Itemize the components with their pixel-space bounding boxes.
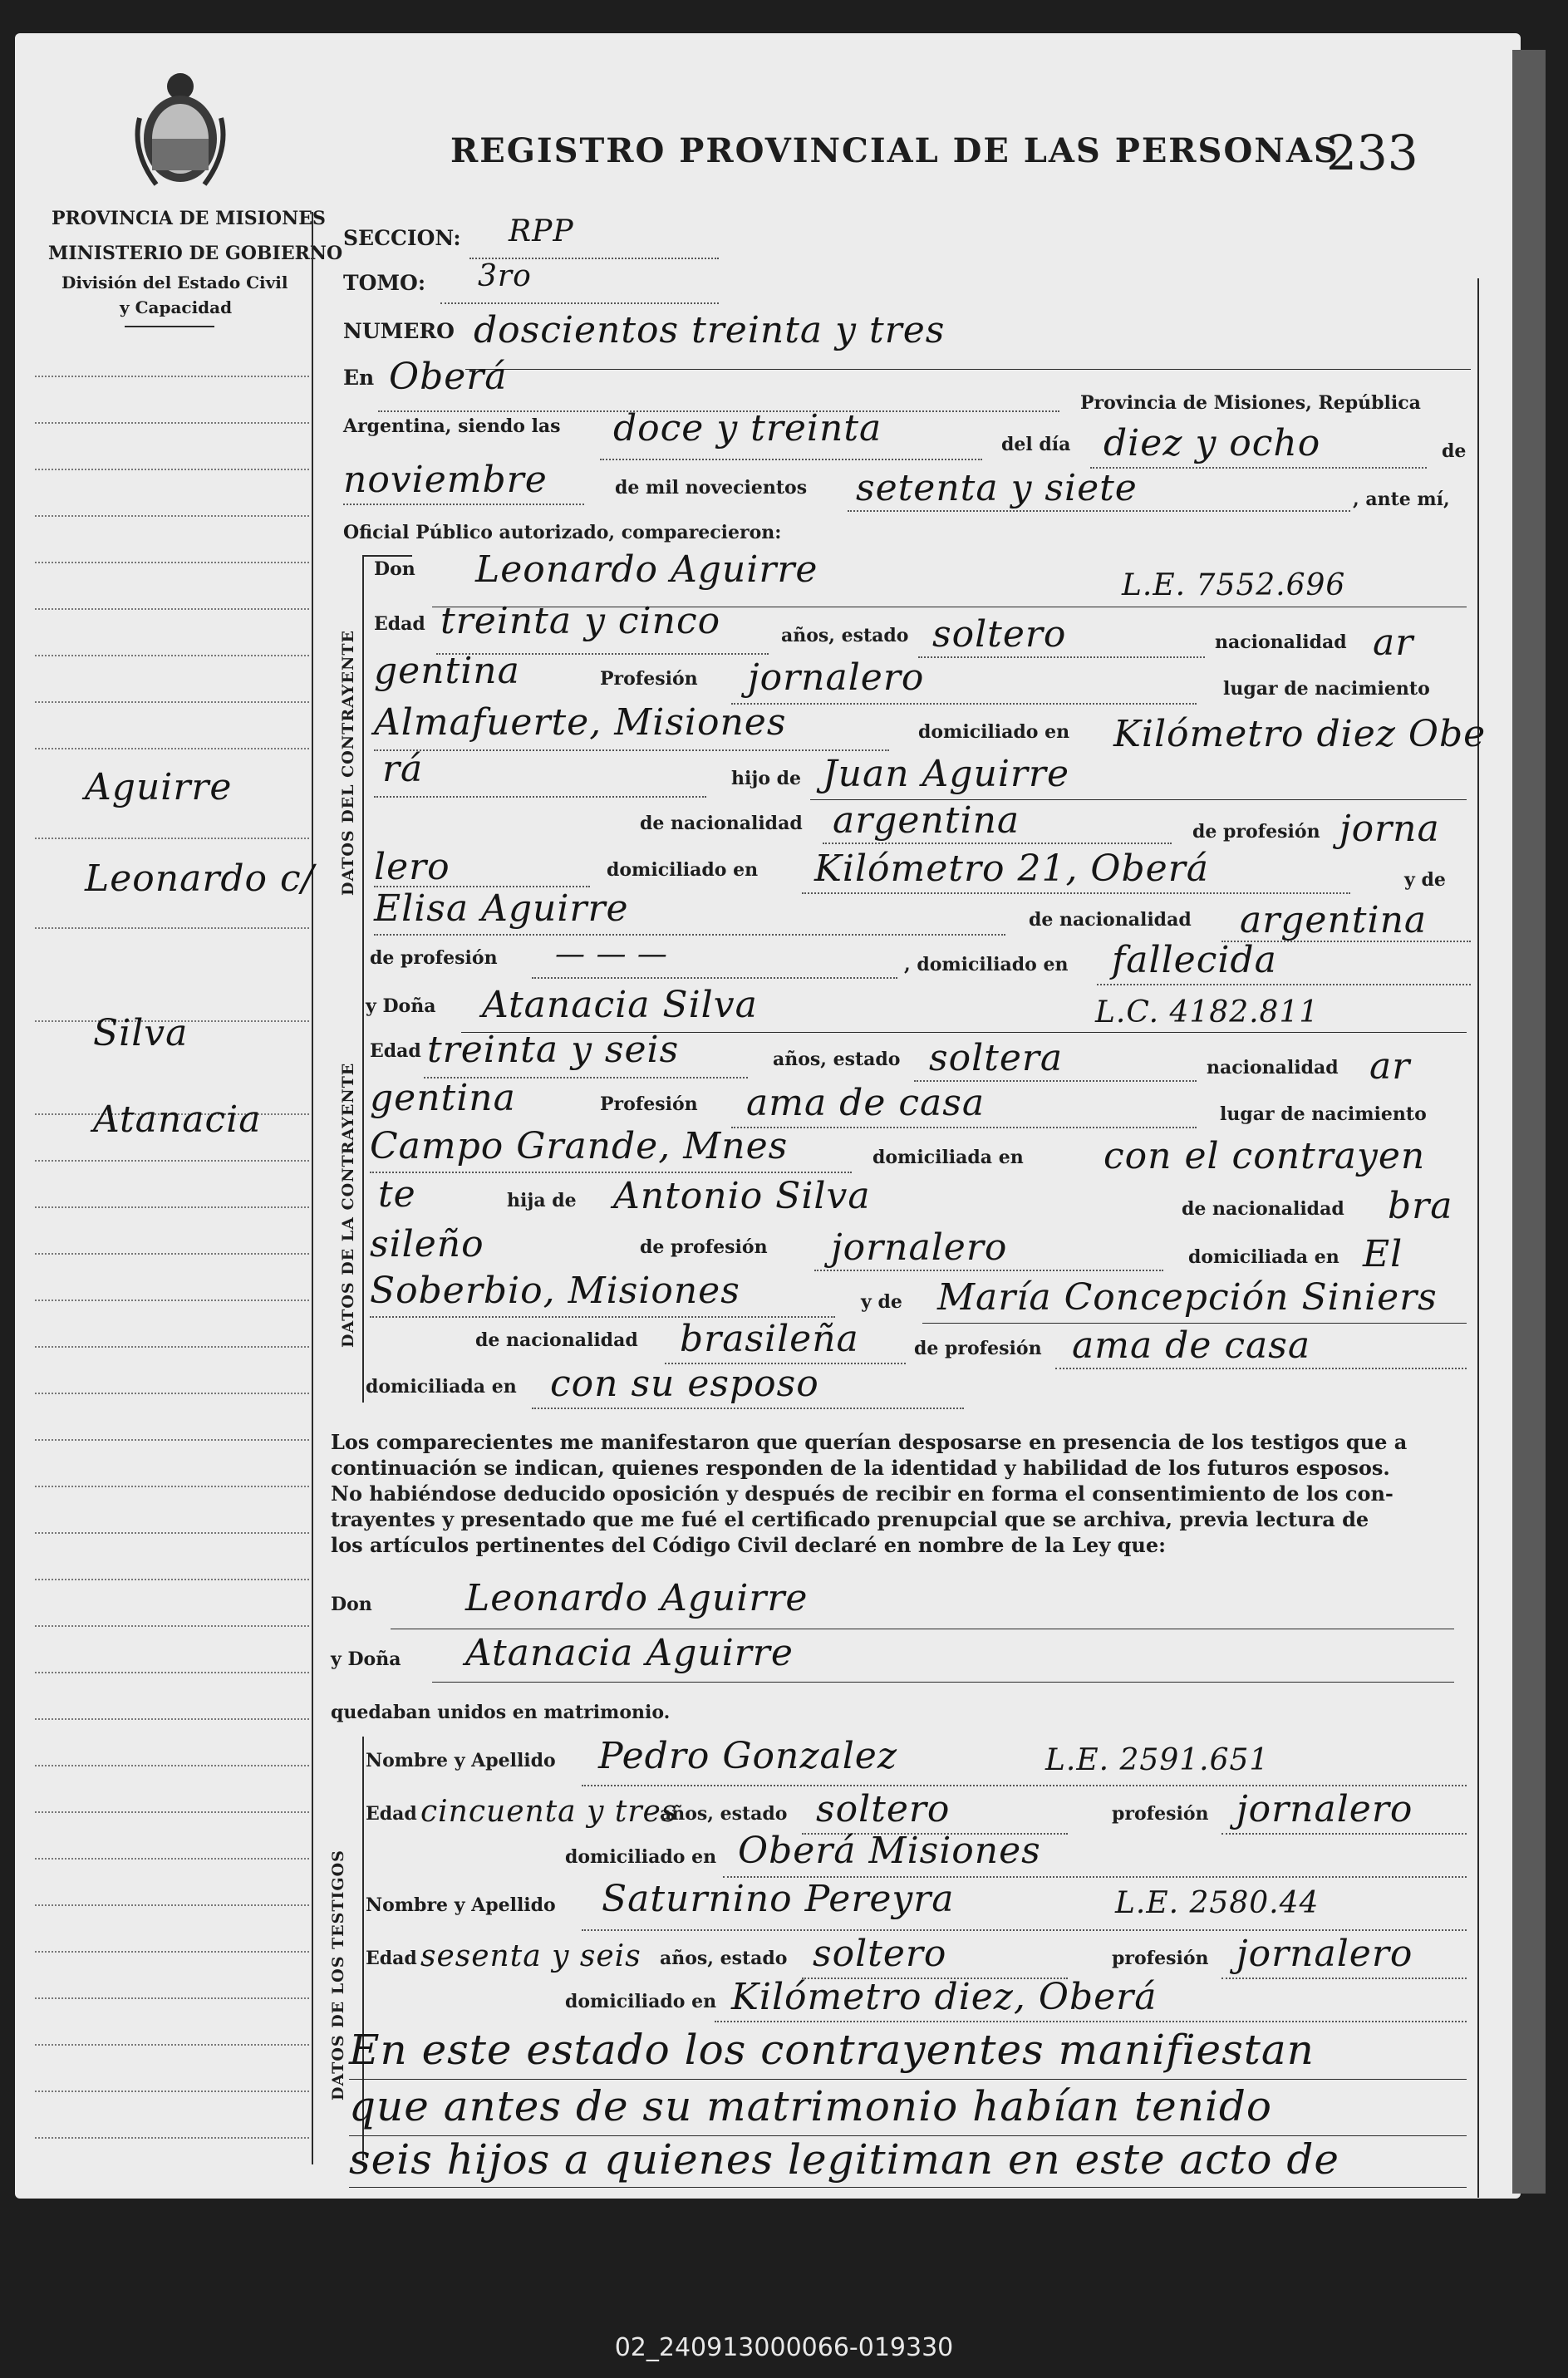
margin-line	[35, 608, 309, 610]
unidos-text: quedaban unidos en matrimonio.	[331, 1702, 671, 1723]
margin-note-spouse-surname: Silva	[93, 1012, 189, 1054]
en-label: En	[343, 366, 375, 390]
hija-de-label: hija de	[507, 1190, 577, 1211]
dona-lugar-label: lugar de nacimiento	[1220, 1103, 1427, 1125]
margin-line	[35, 1811, 309, 1813]
contrayenta-section-label: DATOS DE LA CONTRAYENTE	[339, 1062, 357, 1348]
t2-estado: soltero	[813, 1933, 947, 1975]
hijo-de-label: hijo de	[731, 768, 802, 789]
dona-label: y Doña	[366, 995, 436, 1017]
t2-profesion: jornalero	[1236, 1933, 1413, 1975]
contrayenta-profesion: ama de casa	[746, 1082, 986, 1124]
t2-domicilio-line	[715, 2021, 1467, 2022]
dona-padre-profesion-line	[814, 1270, 1163, 1271]
margin-line	[35, 1765, 309, 1766]
declaracion-line: continuación se indican, quienes responden de la identidad y habilidad de los futuros esposos.	[331, 1456, 1390, 1480]
madre-domicilio: fallecida	[1112, 939, 1277, 981]
t1-profesion-label: profesión	[1112, 1803, 1209, 1825]
dona-madre-nombre: María Concepción Siniers	[937, 1276, 1438, 1319]
t2-profesion-line	[1221, 1978, 1467, 1979]
dona-madre-nacionalidad-label: de nacionalidad	[475, 1329, 638, 1351]
anio-line	[848, 510, 1350, 512]
contrayenta-domicilio-a: con el contrayen	[1103, 1135, 1426, 1177]
t2-anios-label: años, estado	[660, 1948, 788, 1969]
padre-nombre: Juan Aguirre	[823, 753, 1069, 795]
margin-line	[35, 1532, 309, 1534]
margin-line	[35, 562, 309, 563]
contrayente-profesion: jornalero	[748, 656, 925, 699]
contrayente-edad: treinta y cinco	[440, 600, 721, 642]
dona-padre-nombre: Antonio Silva	[613, 1175, 871, 1217]
dona-profesion-label: Profesión	[600, 1093, 698, 1115]
contrayente-domicilio-b: rá	[382, 748, 424, 790]
decl-don-label: Don	[331, 1594, 372, 1615]
dona-padre-nacionalidad-a: bra	[1388, 1185, 1453, 1227]
margin-line	[35, 1858, 309, 1860]
padre-profesion-a: jorna	[1339, 808, 1440, 850]
dona-padre-domicilio-a: El	[1363, 1233, 1403, 1275]
t2-edad-label: Edad	[366, 1948, 417, 1969]
t2-edad: sesenta y seis	[420, 1939, 641, 1973]
margin-note-name: Leonardo c/	[85, 857, 315, 900]
profesion-line	[731, 703, 1197, 705]
domiciliado-label: domiciliado en	[918, 721, 1070, 743]
dona-padre-domicilio-label: domiciliada en	[1188, 1246, 1339, 1268]
declaracion-text	[331, 1429, 1469, 1558]
madre-profesion-line	[532, 977, 897, 979]
dona-y-de-label: y de	[861, 1291, 902, 1313]
t1-domicilio-label: domiciliado en	[565, 1846, 717, 1868]
t2-domicilio: Kilómetro diez, Oberá	[731, 1976, 1158, 2018]
margin-line	[35, 1300, 309, 1301]
dona-lugar-line	[370, 1172, 852, 1173]
margin-line	[35, 1393, 309, 1394]
tomo-value: 3ro	[478, 259, 532, 293]
decl-dona-value: Atanacia Aguirre	[465, 1632, 794, 1674]
mes-value: noviembre	[343, 459, 548, 501]
tomo-label: TOMO:	[343, 271, 426, 295]
contrayente-lugar: Almafuerte, Misiones	[374, 701, 787, 744]
observacion-line-1: En este estado los contrayentes manifiestan	[349, 2026, 1315, 2074]
t1-anios-label: años, estado	[660, 1803, 788, 1825]
argentina-text: Argentina, siendo las	[343, 415, 561, 437]
margin-divider	[312, 212, 313, 2164]
contrayente-nacionalidad-a: ar	[1373, 622, 1414, 664]
margin-line	[35, 2137, 309, 2139]
mes-line	[343, 504, 584, 505]
margin-line	[35, 515, 309, 517]
t2-nombre-line	[582, 1929, 1467, 1931]
decl-don-value: Leonardo Aguirre	[465, 1577, 809, 1619]
dona-madre-profesion-line	[1055, 1368, 1467, 1369]
y-de-label: y de	[1404, 869, 1446, 891]
numero-label: NUMERO	[343, 319, 455, 343]
madre-profesion: — — —	[555, 937, 668, 971]
seccion-label: SECCION:	[343, 226, 461, 250]
contrayenta-lugar: Campo Grande, Mnes	[370, 1125, 789, 1167]
dona-madre-domicilio-label: domiciliada en	[366, 1376, 517, 1398]
dona-padre-profesion-label: de profesión	[640, 1236, 768, 1258]
margin-line	[35, 1951, 309, 1953]
margin-line	[35, 1439, 309, 1441]
decl-dona-label: y Doña	[331, 1648, 401, 1670]
padre-nacionalidad: argentina	[833, 799, 1020, 842]
dona-padre-domicilio-b: Soberbio, Misiones	[370, 1270, 740, 1312]
observacion-line-2: que antes de su matrimonio habían tenido	[349, 2082, 1272, 2130]
division-label-2: y Capacidad	[120, 297, 233, 317]
coat-of-arms-icon	[131, 68, 229, 193]
domicilio-line	[374, 796, 706, 798]
dia-line	[1090, 467, 1427, 469]
margin-line	[35, 1718, 309, 1720]
hora-value: doce y treinta	[613, 407, 882, 450]
ministry-label: MINISTERIO DE GOBIERNO	[48, 243, 343, 264]
margin-line	[35, 1486, 309, 1487]
margin-line	[35, 1672, 309, 1673]
contrayenta-estado: soltera	[929, 1037, 1064, 1079]
margin-line	[35, 655, 309, 656]
province-label: PROVINCIA DE MISIONES	[52, 208, 326, 229]
t1-profesion: jornalero	[1236, 1788, 1413, 1830]
t1-nombre: Pedro Gonzalez	[598, 1735, 898, 1777]
header-divider	[125, 326, 214, 327]
padre-domicilio: Kilómetro 21, Oberá	[814, 848, 1209, 890]
t1-domicilio: Oberá Misiones	[738, 1830, 1041, 1872]
section-bracket	[362, 555, 364, 1403]
margin-line	[35, 1206, 309, 1208]
declaracion-line: trayentes y presentado que me fué el certificado prenupcial que se archiva, previa lectura de	[331, 1507, 1369, 1531]
oficial-text: Oficial Público autorizado, comparecieron:	[343, 522, 782, 543]
madre-domicilio-line	[1097, 984, 1471, 985]
numero-value: doscientos treinta y tres	[474, 309, 946, 351]
margin-line	[35, 927, 309, 929]
t2-doc: L.E. 2580.44	[1115, 1886, 1320, 1920]
madre-profesion-label: de profesión	[370, 947, 498, 969]
dona-madre-domicilio-line	[532, 1408, 964, 1409]
t1-nombre-line	[582, 1785, 1467, 1786]
margin-line	[35, 1997, 309, 1999]
don-label: Don	[374, 558, 415, 580]
observacion-line-rule-3	[349, 2187, 1467, 2188]
margin-line	[35, 1346, 309, 1348]
dona-padre-nacionalidad-b: sileño	[370, 1223, 484, 1265]
dona-madre-nacionalidad: brasileña	[680, 1318, 859, 1360]
padre-nacionalidad-label: de nacionalidad	[640, 813, 803, 834]
padre-profesion-label: de profesión	[1192, 821, 1320, 843]
contrayente-documento: L.E. 7552.696	[1122, 568, 1346, 602]
lugar-line	[374, 749, 889, 751]
declaracion-line: No habiéndose deducido oposición y después de recibir en forma el consentimiento de los con-	[331, 1481, 1394, 1506]
profesion-label: Profesión	[600, 668, 698, 690]
padre-domicilio-line	[802, 892, 1350, 894]
edad-label: Edad	[374, 613, 425, 635]
seccion-value: RPP	[509, 214, 574, 248]
dona-padre-nacionalidad-label: de nacionalidad	[1182, 1198, 1344, 1220]
observacion-line-3: seis hijos a quienes legitiman en este acto de	[349, 2135, 1339, 2184]
provincia-text: Provincia de Misiones, República	[1080, 392, 1421, 414]
t2-nombre: Saturnino Pereyra	[602, 1878, 955, 1920]
numero-line	[465, 369, 1471, 370]
book-spine	[1512, 50, 1546, 2194]
anio-value: setenta y siete	[856, 467, 1138, 509]
dona-anios-label: años, estado	[773, 1049, 901, 1070]
margin-line	[35, 469, 309, 470]
page-number: 233	[1326, 125, 1418, 181]
contrayenta-documento: L.C. 4182.811	[1095, 995, 1320, 1029]
margin-line	[35, 422, 309, 424]
dona-madre-domicilio: con su esposo	[550, 1363, 819, 1405]
madre-nacionalidad-label: de nacionalidad	[1029, 909, 1192, 931]
margin-note-spouse-name: Atanacia	[93, 1098, 262, 1141]
t1-edad-label: Edad	[366, 1803, 417, 1825]
t2-domicilio-label: domiciliado en	[565, 1991, 717, 2012]
t1-profesion-line	[1221, 1833, 1467, 1835]
contrayente-section-label: DATOS DEL CONTRAYENTE	[339, 630, 357, 896]
contrayenta-nacionalidad-a: ar	[1369, 1045, 1411, 1088]
anios-estado-label: años, estado	[781, 625, 909, 646]
image-id-caption: 02_240913000066-019330	[614, 2333, 954, 2362]
contrayenta-domicilio-b: te	[378, 1173, 416, 1216]
dia-value: diez y ocho	[1103, 422, 1321, 464]
declaracion-line: los artículos pertinentes del Código Civil declaré en nombre de la Ley que:	[331, 1533, 1166, 1557]
contrayente-nombre: Leonardo Aguirre	[475, 548, 818, 591]
madre-nombre: Elisa Aguirre	[374, 887, 629, 930]
madre-domicilio-label: , domiciliado en	[904, 954, 1069, 975]
padre-nacionalidad-line	[823, 843, 1172, 844]
contrayenta-edad: treinta y seis	[427, 1029, 680, 1071]
declaracion-line: Los comparecientes me manifestaron que querían desposarse en presencia de los testigos que a	[331, 1430, 1408, 1454]
margin-line	[35, 748, 309, 749]
section-bracket-top	[362, 555, 412, 557]
dona-madre-profesion-label: de profesión	[914, 1338, 1042, 1359]
t1-nombre-label: Nombre y Apellido	[366, 1750, 556, 1771]
tomo-line	[440, 302, 719, 304]
en-value: Oberá	[389, 356, 508, 398]
contrayente-nacionalidad-b: gentina	[374, 650, 520, 692]
division-label-1: División del Estado Civil	[61, 273, 288, 292]
margin-line	[35, 1904, 309, 1906]
del-dia-label: del día	[1001, 434, 1071, 455]
margin-line	[35, 1625, 309, 1627]
t2-nombre-label: Nombre y Apellido	[366, 1894, 556, 1916]
dona-madre-line	[922, 1323, 1467, 1324]
lugar-label: lugar de nacimiento	[1223, 678, 1430, 700]
dona-edad-label: Edad	[370, 1040, 421, 1062]
dona-nacionalidad-label: nacionalidad	[1207, 1057, 1339, 1078]
padre-domicilio-label: domiciliado en	[607, 859, 759, 881]
margin-line	[35, 838, 309, 839]
testigos-section-label: DATOS DE LOS TESTIGOS	[329, 1850, 347, 2100]
hora-line	[600, 459, 982, 460]
madre-nacionalidad: argentina	[1240, 899, 1428, 941]
observacion-line-rule-1	[349, 2079, 1467, 2080]
decl-dona-line	[432, 1682, 1454, 1683]
margin-line	[35, 1160, 309, 1162]
margin-note-surname: Aguirre	[85, 766, 233, 808]
estado-line	[918, 656, 1205, 658]
t1-estado: soltero	[816, 1788, 951, 1830]
de-mil-label: de mil novecientos	[615, 477, 808, 499]
margin-line	[35, 376, 309, 377]
margin-line	[35, 2091, 309, 2092]
dona-madre-profesion: ama de casa	[1072, 1324, 1311, 1367]
nacionalidad-label: nacionalidad	[1215, 631, 1347, 653]
padre-profesion-b: lero	[374, 846, 450, 888]
margin-line	[35, 1579, 309, 1580]
ante-mi-text: , ante mí,	[1353, 489, 1450, 510]
margin-line	[35, 701, 309, 703]
margin-line	[35, 2044, 309, 2046]
t1-edad: cincuenta y tres	[420, 1795, 678, 1829]
page-title: REGISTRO PROVINCIAL DE LAS PERSONAS	[450, 131, 1339, 170]
madre-line	[374, 934, 1005, 936]
contrayenta-nombre: Atanacia Silva	[482, 984, 758, 1026]
t1-doc: L.E. 2591.651	[1045, 1743, 1270, 1777]
contrayenta-nacionalidad-b: gentina	[370, 1077, 516, 1119]
contrayente-domicilio-a: Kilómetro diez Obe	[1113, 713, 1487, 755]
dona-profesion-line	[731, 1127, 1197, 1128]
dona-padre-profesion: jornalero	[831, 1226, 1008, 1269]
domiciliada-label: domiciliada en	[872, 1147, 1024, 1168]
de-label: de	[1442, 440, 1467, 462]
right-border	[1477, 278, 1479, 2198]
contrayente-estado: soltero	[932, 613, 1067, 656]
margin-line	[35, 1253, 309, 1255]
t2-profesion-label: profesión	[1112, 1948, 1209, 1969]
